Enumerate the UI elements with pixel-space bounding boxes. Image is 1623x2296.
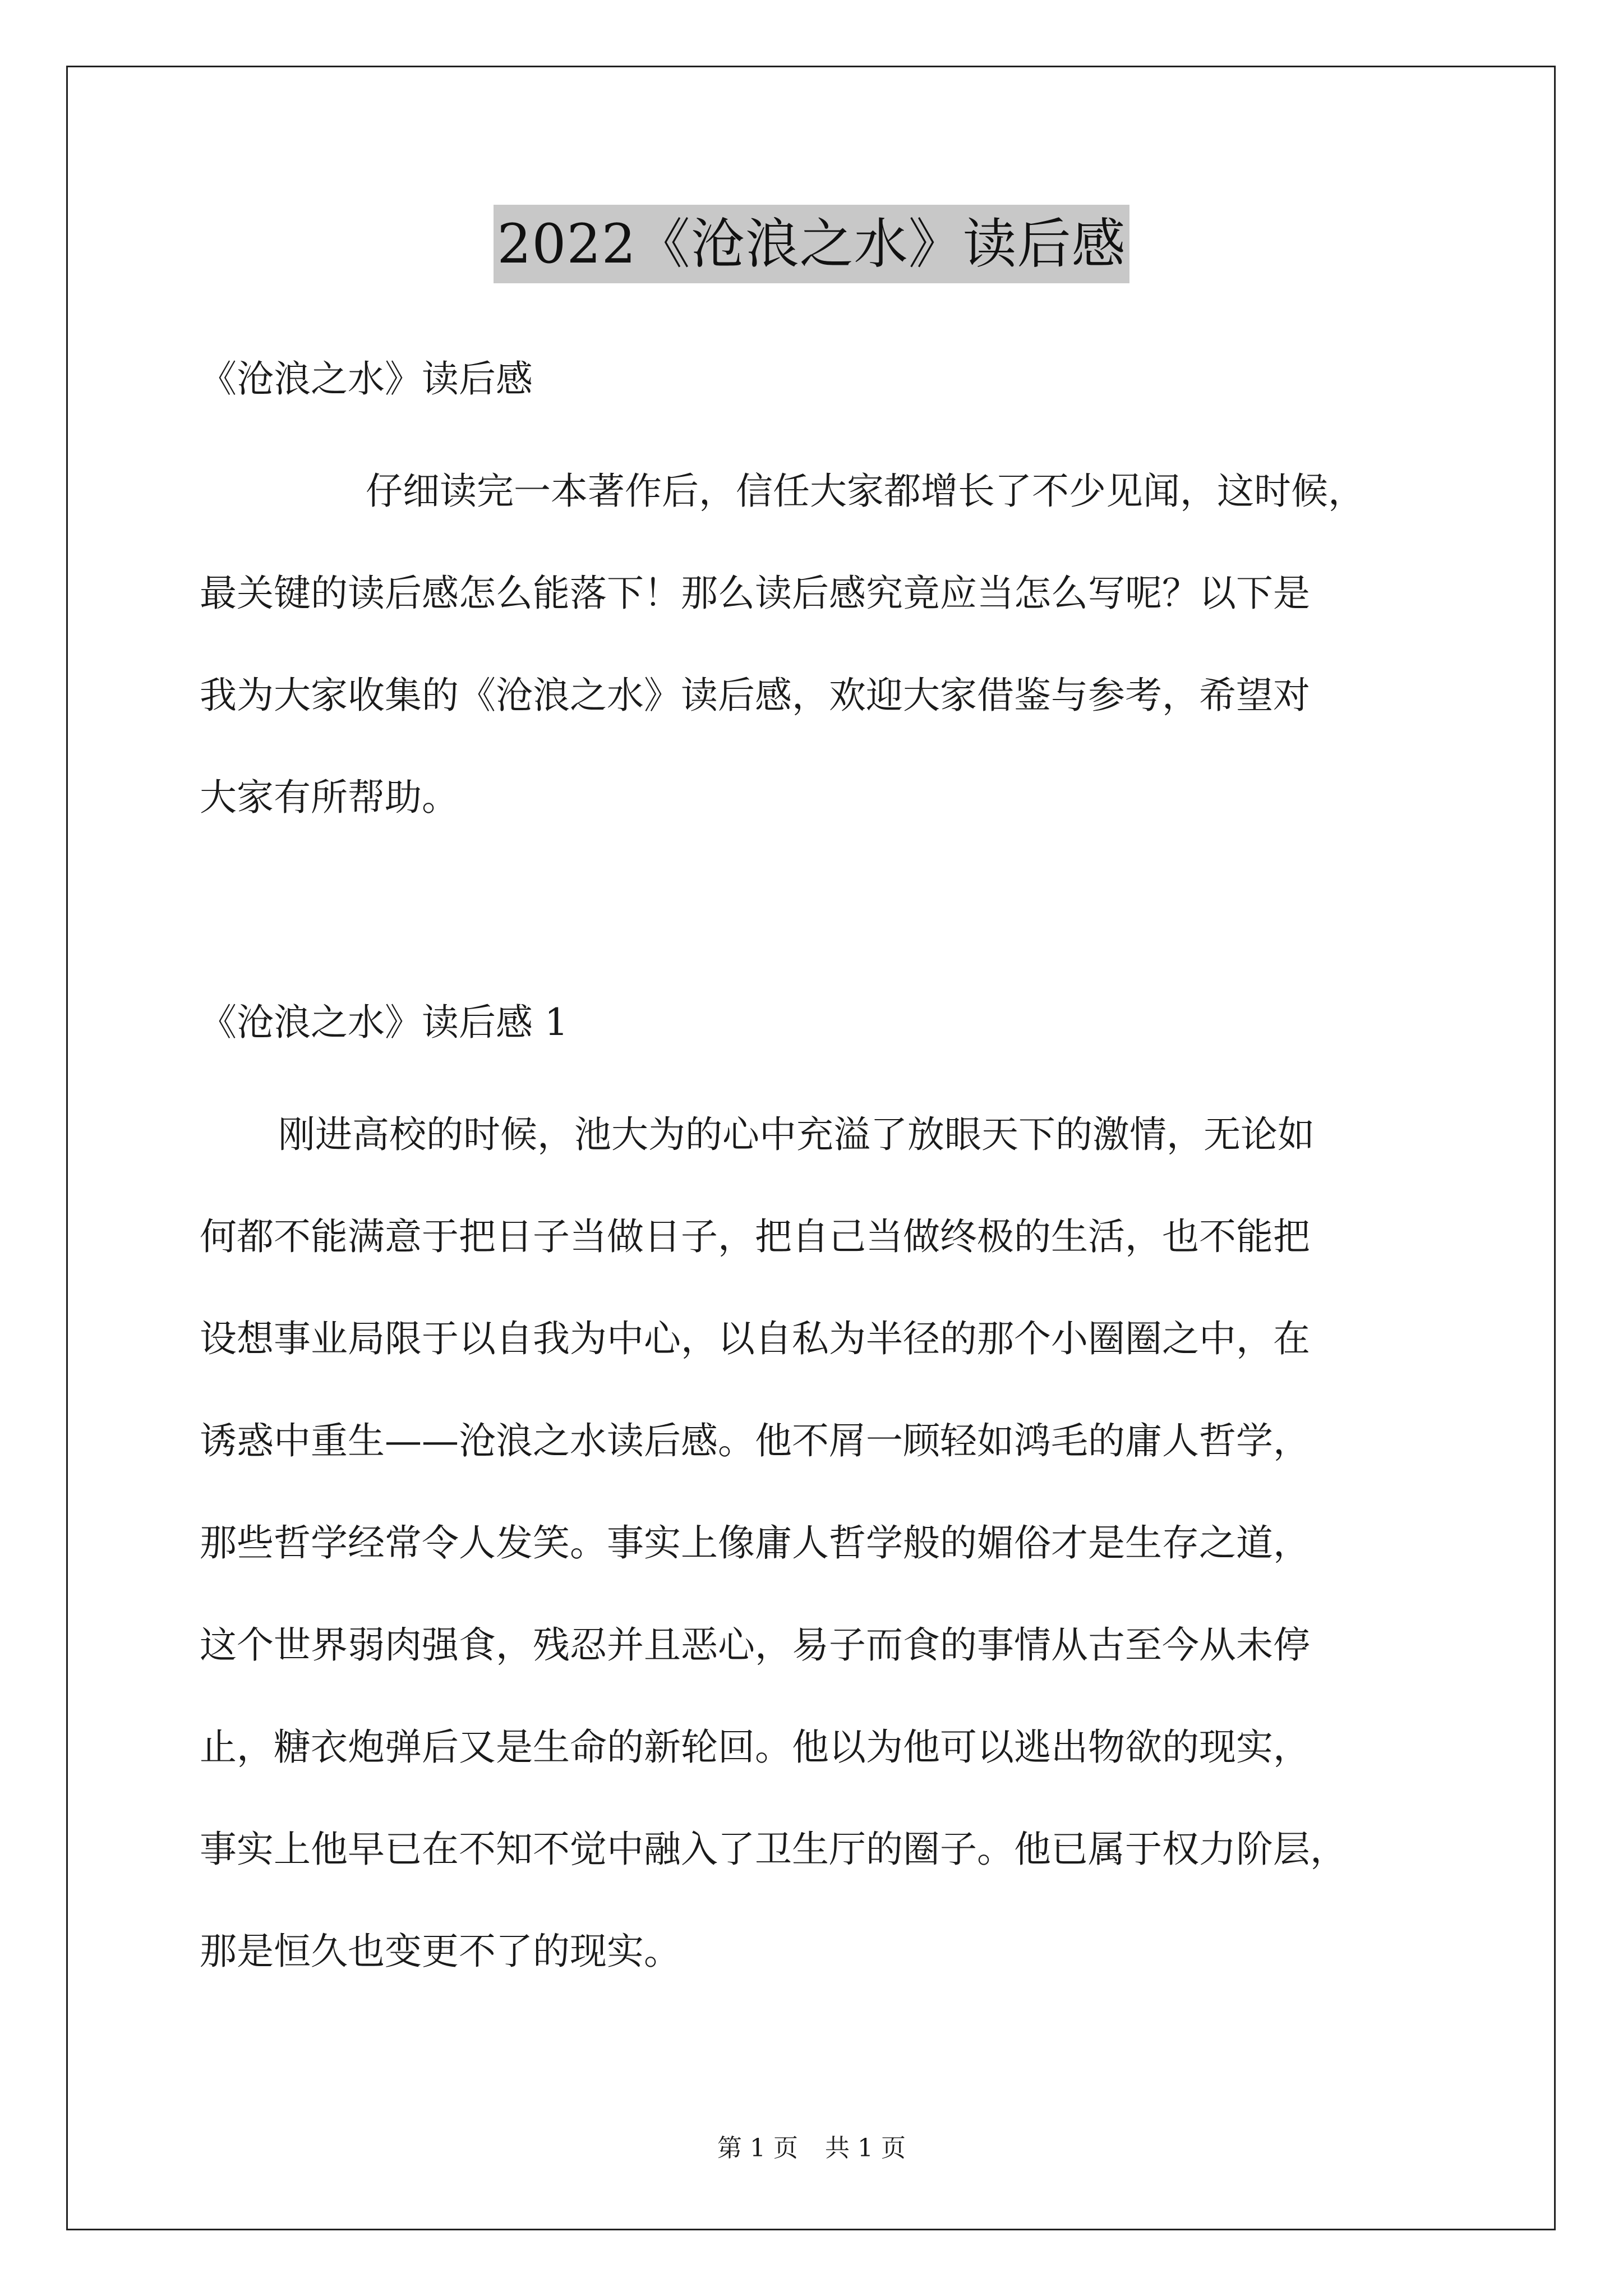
body-line-8: 事实上他早已在不知不觉中融入了卫生厅的圈子。他已属于权力阶层， — [200, 1828, 1347, 1871]
document-title: 2022《沧浪之水》读后感 — [494, 205, 1129, 283]
body-line-3: 设想事业局限于以自我为中心，以自私为半径的那个小圈圈之中，在 — [200, 1317, 1310, 1360]
body-line-9: 那是恒久也变更不了的现实。 — [200, 1930, 681, 1973]
intro-line-4: 大家有所帮助。 — [200, 776, 459, 819]
body-line-6: 这个世界弱肉强食，残忍并且恶心，易子而食的事情从古至今从未停 — [200, 1623, 1310, 1667]
section-heading: 《沧浪之水》读后感 1 — [200, 1001, 568, 1044]
page-number-current: 第 1 页 — [717, 2134, 798, 2162]
page-footer — [0, 2132, 1623, 2165]
body-line-5: 那些哲学经常令人发笑。事实上像庸人哲学般的媚俗才是生存之道， — [200, 1521, 1310, 1565]
intro-line-2: 最关键的读后感怎么能落下！那么读后感究竟应当怎么写呢？以下是 — [200, 572, 1310, 615]
intro-line-3: 我为大家收集的《沧浪之水》读后感，欢迎大家借鉴与参考，希望对 — [200, 674, 1310, 717]
body-line-7: 止，糖衣炮弹后又是生命的新轮回。他以为他可以逃出物欲的现实， — [200, 1726, 1310, 1769]
body-line-1: 刚进高校的时候，池大为的心中充溢了放眼天下的激情，无论如 — [278, 1113, 1315, 1156]
body-line-4: 诱惑中重生——沧浪之水读后感。他不屑一顾轻如鸿毛的庸人哲学， — [200, 1419, 1310, 1462]
page-number-total: 共 1 页 — [825, 2134, 906, 2162]
intro-line-1: 仔细读完一本著作后，信任大家都增长了不少见闻，这时候， — [366, 470, 1365, 513]
subtitle: 《沧浪之水》读后感 — [200, 357, 533, 401]
title-container — [0, 205, 1623, 283]
body-line-2: 何都不能满意于把日子当做日子，把自己当做终极的生活，也不能把 — [200, 1215, 1310, 1258]
